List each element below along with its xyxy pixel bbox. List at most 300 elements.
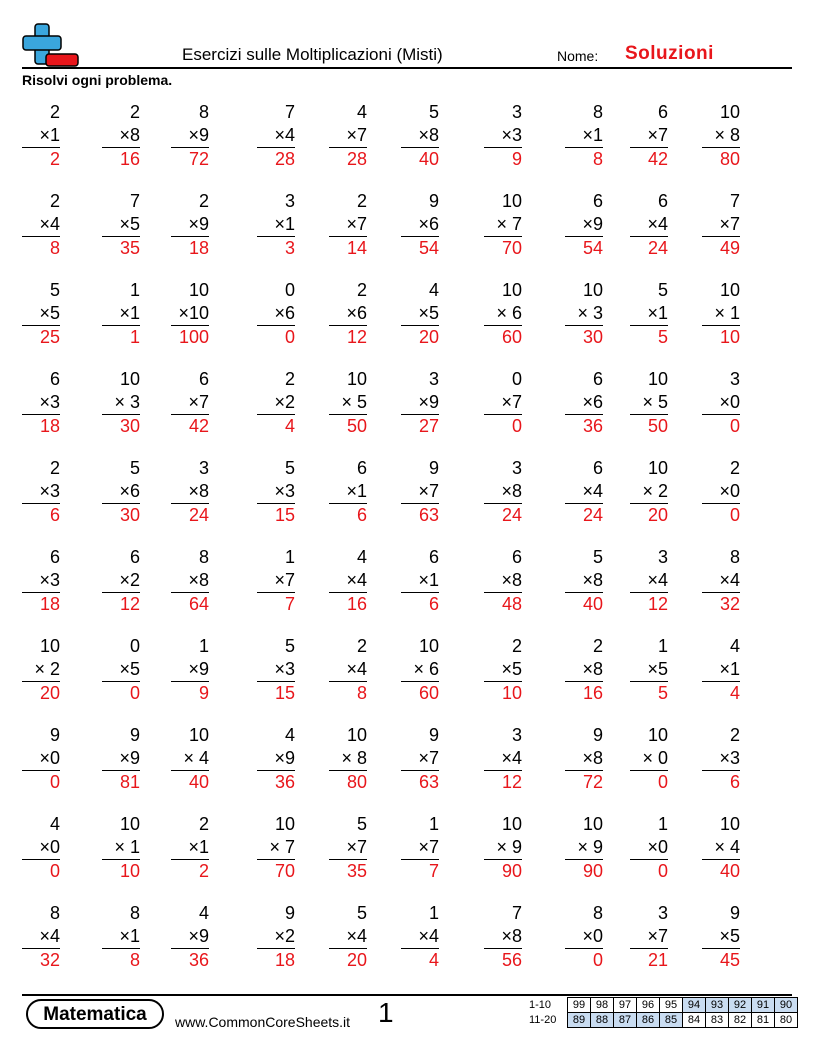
answer: 18 (274, 950, 295, 970)
multiplicand: 10 (119, 814, 140, 834)
multiplicand: 3 (511, 725, 522, 745)
multiplier: ×8 (565, 658, 603, 682)
problem-box (102, 457, 140, 527)
problem (550, 457, 626, 546)
multiplicand: 9 (592, 725, 603, 745)
multiplier: ×7 (329, 124, 367, 148)
problem (474, 546, 550, 635)
multiplicand: 5 (284, 458, 295, 478)
multiplier: × 4 (702, 836, 740, 860)
problem (170, 724, 246, 813)
multiplicand: 6 (129, 547, 140, 567)
instructions: Risolvi ogni problema. (22, 72, 173, 88)
multiplicand: 2 (129, 102, 140, 122)
score-row-label: 1-10 (529, 999, 552, 1011)
multiplicand: 1 (198, 636, 209, 656)
multiplier: ×1 (22, 124, 60, 148)
multiplier: × 3 (565, 302, 603, 326)
answer: 30 (119, 505, 140, 525)
problem (94, 546, 170, 635)
problem (94, 724, 170, 813)
answer: 35 (346, 861, 367, 881)
header-divider (22, 67, 792, 69)
multiplicand: 10 (346, 369, 367, 389)
multiplicand: 4 (198, 903, 209, 923)
problem-box (401, 546, 439, 616)
problem (322, 457, 398, 546)
problem-box (630, 724, 668, 794)
problem (474, 190, 550, 279)
multiplicand: 8 (49, 903, 60, 923)
problem-box (329, 101, 367, 171)
multiplicand: 5 (129, 458, 140, 478)
answer: 4 (428, 950, 439, 970)
problem (322, 902, 398, 991)
problem (18, 813, 94, 902)
problem-box (702, 546, 740, 616)
answer: 50 (647, 416, 668, 436)
problem (94, 279, 170, 368)
multiplicand: 2 (49, 102, 60, 122)
problem-box (171, 546, 209, 616)
multiplicand: 6 (356, 458, 367, 478)
problem (398, 902, 474, 991)
answer: 60 (501, 327, 522, 347)
problem-box (565, 813, 603, 883)
multiplier: ×1 (329, 480, 367, 504)
multiplier: ×8 (565, 569, 603, 593)
multiplicand: 4 (356, 102, 367, 122)
multiplicand: 7 (284, 102, 295, 122)
multiplier: × 5 (329, 391, 367, 415)
problem-box (565, 279, 603, 349)
answer: 81 (119, 772, 140, 792)
multiplier: × 7 (257, 836, 295, 860)
problem-box (401, 190, 439, 260)
problem (322, 279, 398, 368)
multiplier: ×9 (171, 124, 209, 148)
problem-box (22, 368, 60, 438)
multiplier: × 6 (484, 302, 522, 326)
multiplicand: 3 (657, 547, 668, 567)
multiplicand: 10 (719, 102, 740, 122)
problem (246, 546, 322, 635)
problem-box (22, 902, 60, 972)
multiplicand: 1 (657, 636, 668, 656)
problem (474, 813, 550, 902)
problem-box (102, 101, 140, 171)
multiplicand: 5 (657, 280, 668, 300)
problem-box (401, 902, 439, 972)
problem-box (630, 813, 668, 883)
multiplier: ×7 (329, 836, 367, 860)
problem-box (484, 101, 522, 171)
problem-box (329, 902, 367, 972)
problem (398, 190, 474, 279)
problem (246, 279, 322, 368)
problem-box (22, 635, 60, 705)
multiplicand: 4 (49, 814, 60, 834)
multiplicand: 4 (356, 547, 367, 567)
problem (18, 190, 94, 279)
multiplicand: 10 (582, 280, 603, 300)
multiplier: ×4 (484, 747, 522, 771)
multiplier: ×4 (22, 213, 60, 237)
problem-box (630, 101, 668, 171)
multiplier: × 0 (630, 747, 668, 771)
multiplier: ×8 (171, 480, 209, 504)
multiplier: ×8 (484, 925, 522, 949)
problem (398, 457, 474, 546)
problem (550, 279, 626, 368)
multiplicand: 0 (511, 369, 522, 389)
multiplier: × 6 (401, 658, 439, 682)
problem (626, 546, 702, 635)
answer: 0 (729, 505, 740, 525)
answer: 63 (418, 772, 439, 792)
answer: 14 (346, 238, 367, 258)
multiplier: ×3 (257, 658, 295, 682)
answer: 0 (129, 683, 140, 703)
multiplicand: 4 (729, 636, 740, 656)
problem (626, 368, 702, 457)
problem-box (630, 546, 668, 616)
multiplier: ×1 (630, 302, 668, 326)
answer: 72 (582, 772, 603, 792)
score-cell: 86 (637, 1013, 660, 1028)
problem-box (401, 279, 439, 349)
multiplicand: 7 (729, 191, 740, 211)
multiplier: ×4 (702, 569, 740, 593)
answer: 72 (188, 149, 209, 169)
multiplicand: 1 (129, 280, 140, 300)
multiplicand: 2 (49, 191, 60, 211)
problem (550, 813, 626, 902)
problem (474, 101, 550, 190)
multiplier: ×8 (565, 747, 603, 771)
score-cell: 94 (683, 998, 706, 1013)
multiplier: × 8 (329, 747, 367, 771)
problem-box (401, 635, 439, 705)
problem (550, 902, 626, 991)
score-cell: 96 (637, 998, 660, 1013)
answer: 0 (49, 861, 60, 881)
multiplier: ×1 (565, 124, 603, 148)
problem (94, 101, 170, 190)
problem (18, 101, 94, 190)
answer: 48 (501, 594, 522, 614)
multiplicand: 9 (428, 725, 439, 745)
problem-box (565, 724, 603, 794)
plus-minus-logo-icon (22, 22, 80, 68)
answer: 12 (647, 594, 668, 614)
score-row-label: 11-20 (529, 1014, 557, 1026)
problem (246, 813, 322, 902)
problem-box (171, 813, 209, 883)
multiplicand: 10 (647, 725, 668, 745)
multiplier: ×8 (171, 569, 209, 593)
answer: 8 (49, 238, 60, 258)
answer: 2 (198, 861, 209, 881)
multiplier: ×6 (401, 213, 439, 237)
problem (550, 635, 626, 724)
problem-box (401, 724, 439, 794)
answer: 28 (274, 149, 295, 169)
problem (170, 101, 246, 190)
multiplicand: 10 (119, 369, 140, 389)
answer: 0 (284, 327, 295, 347)
answer: 4 (284, 416, 295, 436)
problem (702, 101, 778, 190)
answer: 80 (719, 149, 740, 169)
answer: 5 (657, 327, 668, 347)
problem (626, 813, 702, 902)
answer: 90 (501, 861, 522, 881)
multiplicand: 2 (729, 725, 740, 745)
problem-box (630, 190, 668, 260)
problem (18, 368, 94, 457)
multiplier: ×0 (630, 836, 668, 860)
problem-box (401, 368, 439, 438)
answer: 50 (346, 416, 367, 436)
multiplicand: 3 (511, 102, 522, 122)
problem-box (329, 190, 367, 260)
score-cell: 83 (706, 1013, 729, 1028)
answer: 24 (647, 238, 668, 258)
multiplier: ×4 (329, 658, 367, 682)
problem-box (329, 724, 367, 794)
problem-box (257, 635, 295, 705)
problem (398, 546, 474, 635)
site-url: www.CommonCoreSheets.it (175, 1014, 351, 1030)
multiplier: × 2 (22, 658, 60, 682)
problem (398, 724, 474, 813)
multiplicand: 10 (274, 814, 295, 834)
multiplier: ×2 (257, 925, 295, 949)
score-row (529, 998, 798, 1013)
multiplier: ×0 (702, 480, 740, 504)
score-cell: 81 (752, 1013, 775, 1028)
answer: 54 (582, 238, 603, 258)
problem-box (171, 368, 209, 438)
score-cell: 88 (591, 1013, 614, 1028)
problem-box (484, 635, 522, 705)
multiplier: ×0 (702, 391, 740, 415)
problem (702, 546, 778, 635)
answer: 0 (511, 416, 522, 436)
problem-box (565, 101, 603, 171)
multiplicand: 5 (356, 903, 367, 923)
problem (398, 279, 474, 368)
score-cell: 89 (568, 1013, 591, 1028)
multiplier: ×7 (329, 213, 367, 237)
problem-box (401, 457, 439, 527)
answer: 60 (418, 683, 439, 703)
problem-box (484, 902, 522, 972)
answer: 10 (719, 327, 740, 347)
problem (702, 190, 778, 279)
problem-box (257, 457, 295, 527)
multiplicand: 6 (198, 369, 209, 389)
problem-box (257, 546, 295, 616)
score-cell: 90 (775, 998, 798, 1013)
multiplicand: 1 (428, 903, 439, 923)
answer: 6 (49, 505, 60, 525)
answer: 20 (346, 950, 367, 970)
problem (702, 902, 778, 991)
answer: 36 (274, 772, 295, 792)
problem-box (329, 635, 367, 705)
multiplier: ×3 (22, 480, 60, 504)
multiplier: ×0 (565, 925, 603, 949)
multiplicand: 10 (719, 814, 740, 834)
multiplier: ×7 (401, 747, 439, 771)
multiplier: ×4 (22, 925, 60, 949)
multiplicand: 3 (729, 369, 740, 389)
problem (322, 724, 398, 813)
problem-box (565, 546, 603, 616)
problem-box (484, 457, 522, 527)
problem (18, 546, 94, 635)
multiplier: ×2 (257, 391, 295, 415)
problem-box (257, 190, 295, 260)
multiplier: ×9 (565, 213, 603, 237)
problem (246, 368, 322, 457)
problem (550, 546, 626, 635)
multiplicand: 2 (356, 191, 367, 211)
problem (170, 457, 246, 546)
answer: 40 (582, 594, 603, 614)
problem (246, 724, 322, 813)
problem (702, 279, 778, 368)
multiplier: ×7 (484, 391, 522, 415)
problem-box (171, 724, 209, 794)
problem (18, 279, 94, 368)
problem-box (22, 546, 60, 616)
answer: 24 (501, 505, 522, 525)
multiplier: ×5 (102, 658, 140, 682)
problem (94, 813, 170, 902)
multiplier: ×7 (630, 124, 668, 148)
multiplier: ×7 (702, 213, 740, 237)
multiplicand: 2 (356, 280, 367, 300)
problem (626, 279, 702, 368)
problem (550, 368, 626, 457)
multiplier: ×7 (401, 480, 439, 504)
multiplicand: 3 (428, 369, 439, 389)
problem-box (401, 813, 439, 883)
multiplier: ×6 (102, 480, 140, 504)
problem-box (102, 279, 140, 349)
answer: 20 (39, 683, 60, 703)
multiplier: ×9 (171, 658, 209, 682)
multiplier: ×8 (102, 124, 140, 148)
score-cell: 85 (660, 1013, 683, 1028)
multiplier: × 9 (484, 836, 522, 860)
answer: 36 (188, 950, 209, 970)
problem (398, 813, 474, 902)
multiplicand: 0 (129, 636, 140, 656)
problem (474, 724, 550, 813)
problem-box (702, 101, 740, 171)
multiplicand: 2 (284, 369, 295, 389)
problem-box (22, 101, 60, 171)
answer: 20 (647, 505, 668, 525)
brand-badge: Matematica (26, 999, 164, 1029)
problem-box (630, 368, 668, 438)
problem-box (630, 457, 668, 527)
answer: 25 (39, 327, 60, 347)
answer: 64 (188, 594, 209, 614)
problem-box (702, 279, 740, 349)
answer: 18 (39, 416, 60, 436)
multiplicand: 10 (719, 280, 740, 300)
answer: 12 (501, 772, 522, 792)
footer-divider (22, 994, 792, 996)
multiplicand: 3 (284, 191, 295, 211)
multiplicand: 5 (592, 547, 603, 567)
multiplier: ×4 (401, 925, 439, 949)
answer: 28 (346, 149, 367, 169)
problem-box (329, 813, 367, 883)
problem-box (102, 190, 140, 260)
multiplicand: 10 (582, 814, 603, 834)
problem-box (22, 190, 60, 260)
multiplier: ×9 (171, 213, 209, 237)
multiplicand: 1 (428, 814, 439, 834)
multiplier: ×3 (484, 124, 522, 148)
problem (550, 190, 626, 279)
answer: 0 (592, 950, 603, 970)
answer: 36 (582, 416, 603, 436)
multiplicand: 2 (511, 636, 522, 656)
multiplier: ×7 (257, 569, 295, 593)
problem-box (702, 368, 740, 438)
multiplicand: 6 (592, 369, 603, 389)
multiplier: ×9 (401, 391, 439, 415)
multiplier: ×3 (257, 480, 295, 504)
multiplicand: 6 (49, 547, 60, 567)
problem (322, 635, 398, 724)
multiplier: ×1 (702, 658, 740, 682)
multiplier: ×6 (565, 391, 603, 415)
answer: 40 (418, 149, 439, 169)
multiplicand: 3 (511, 458, 522, 478)
score-cell: 87 (614, 1013, 637, 1028)
answer: 18 (188, 238, 209, 258)
problem (626, 457, 702, 546)
problem-box (22, 813, 60, 883)
multiplier: ×0 (22, 747, 60, 771)
problem-box (484, 279, 522, 349)
problem-box (702, 813, 740, 883)
problem (322, 190, 398, 279)
problem (474, 457, 550, 546)
multiplier: ×0 (22, 836, 60, 860)
multiplicand: 9 (729, 903, 740, 923)
problem (94, 902, 170, 991)
problem (246, 902, 322, 991)
answer: 0 (657, 772, 668, 792)
problem (170, 279, 246, 368)
multiplicand: 8 (729, 547, 740, 567)
multiplicand: 10 (647, 458, 668, 478)
multiplier: ×4 (565, 480, 603, 504)
multiplicand: 10 (188, 280, 209, 300)
problem (626, 724, 702, 813)
problem-box (102, 724, 140, 794)
multiplier: ×9 (102, 747, 140, 771)
